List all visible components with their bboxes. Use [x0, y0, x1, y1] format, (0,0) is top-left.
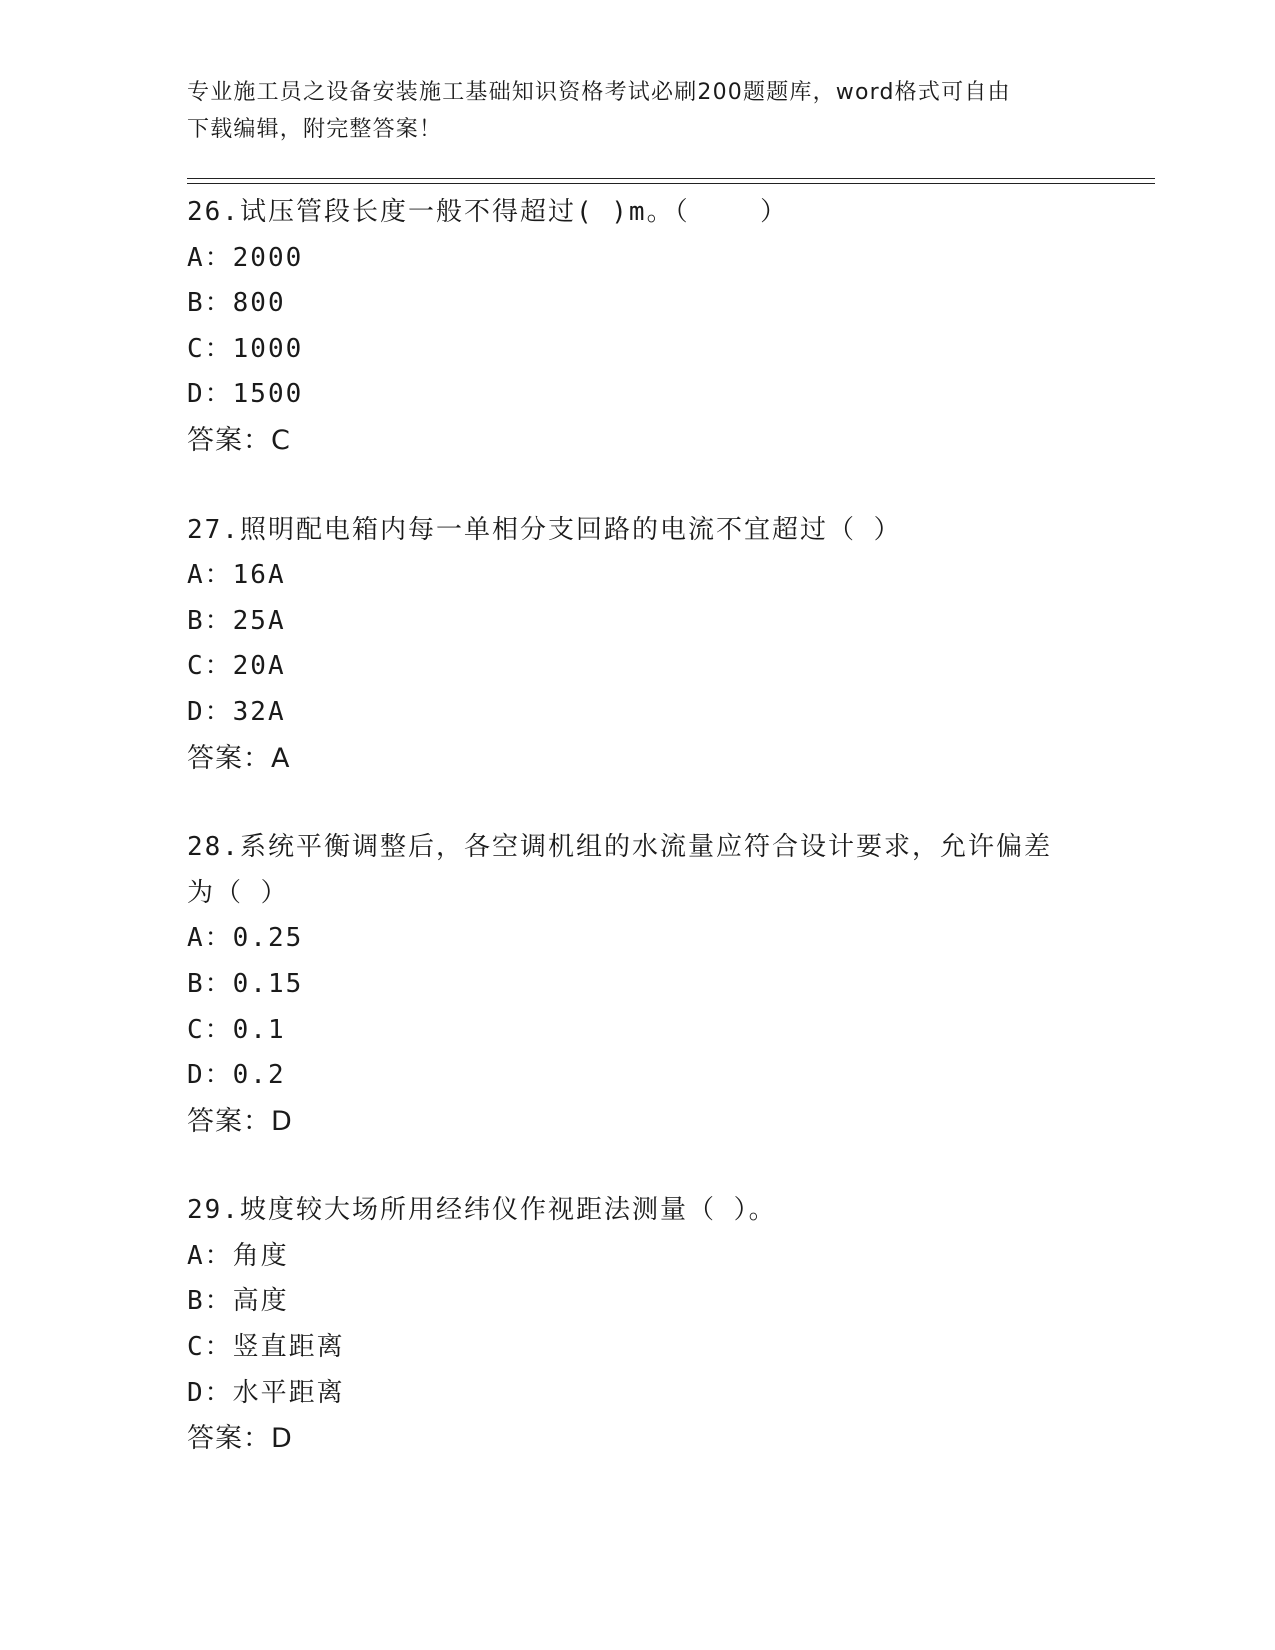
option-d: D：32A	[187, 696, 286, 727]
option-d: D：水平距离	[187, 1377, 345, 1408]
option-c: C：0.1	[187, 1014, 286, 1045]
option-b: B：高度	[187, 1286, 289, 1317]
header-line-2: 下载编辑，附完整答案！	[187, 117, 443, 142]
option-c: C：1000	[187, 333, 304, 364]
header-line-1: 专业施工员之设备安装施工基础知识资格考试必刷200题题库，word格式可自由	[187, 80, 1011, 105]
option-a: A：角度	[187, 1240, 289, 1271]
answer-line: 答案：C	[187, 424, 291, 456]
option-b: B：0.15	[187, 968, 304, 999]
option-a: A：2000	[187, 242, 304, 273]
question-stem: 27.照明配电箱内每一单相分支回路的电流不宜超过（ ）	[187, 514, 902, 545]
question-29	[187, 1188, 1087, 1462]
answer-line: 答案：A	[187, 742, 291, 774]
option-c: C：竖直距离	[187, 1332, 345, 1363]
answer-line: 答案：D	[187, 1423, 293, 1455]
option-d: D：1500	[187, 379, 304, 410]
question-stem: 28.系统平衡调整后，各空调机组的水流量应符合设计要求，允许偏差为（ ）	[187, 832, 1052, 908]
option-a: A：0.25	[187, 923, 304, 954]
document-header	[187, 74, 1067, 148]
question-26	[187, 190, 1087, 464]
question-stem: 26.试压管段长度一般不得超过( )m。（ ）	[187, 197, 789, 227]
question-stem: 29.坡度较大场所用经纬仪作视距法测量（ ）。	[187, 1195, 777, 1226]
question-27	[187, 508, 1087, 782]
header-divider-bottom	[187, 183, 1155, 184]
option-d: D：0.2	[187, 1060, 286, 1091]
option-b: B：25A	[187, 605, 286, 636]
option-a: A：16A	[187, 560, 286, 591]
header-divider-top	[187, 178, 1155, 179]
option-b: B：800	[187, 288, 286, 319]
option-c: C：20A	[187, 651, 286, 682]
answer-line: 答案：D	[187, 1105, 293, 1137]
question-list	[187, 190, 1087, 1506]
question-28	[187, 825, 1087, 1144]
